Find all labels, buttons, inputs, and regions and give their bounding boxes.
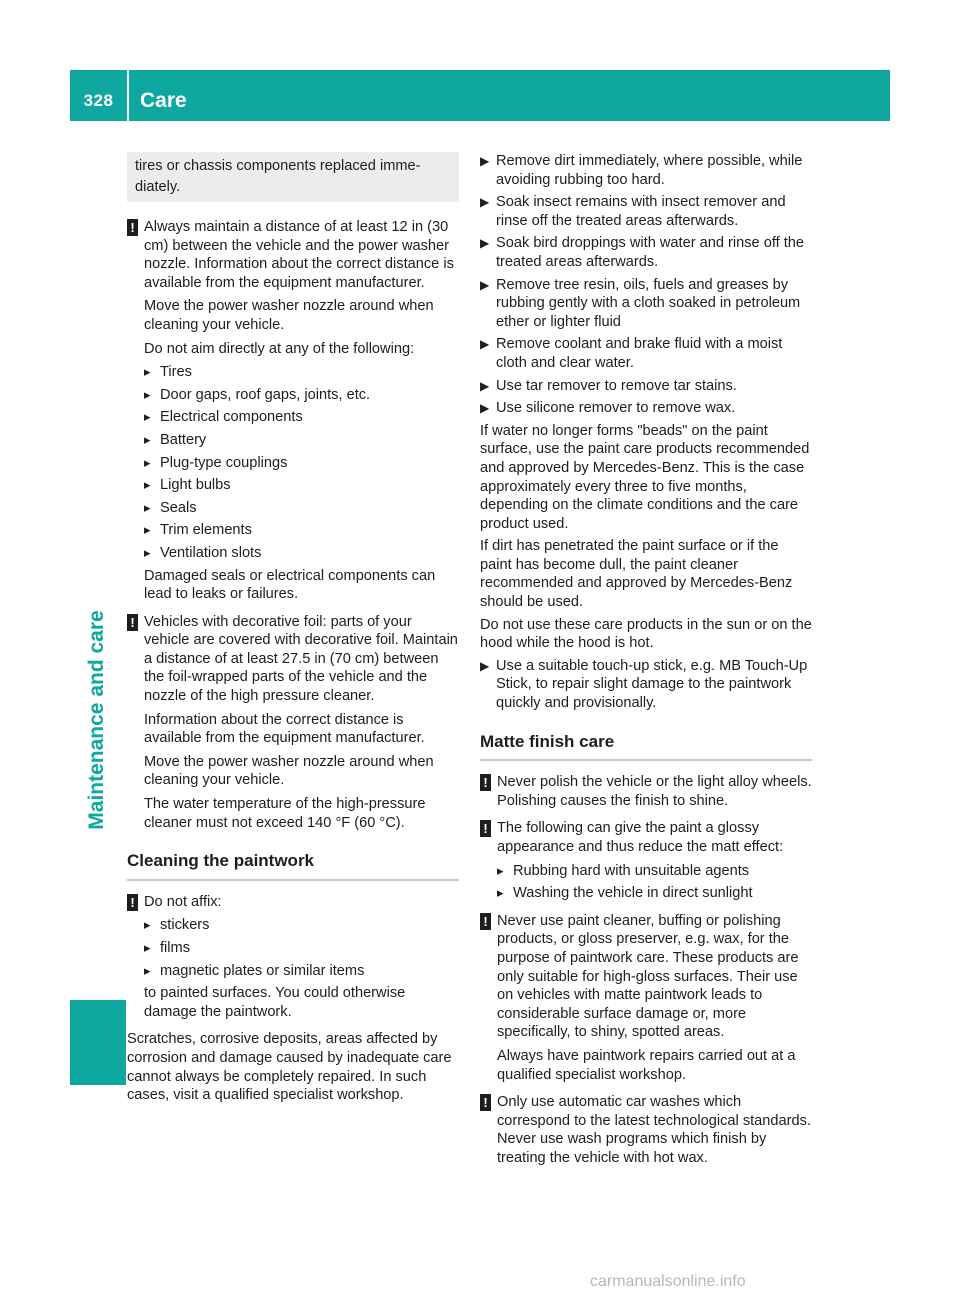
list-item: ▸ stickers <box>160 916 459 935</box>
warning-glossy-appearance <box>480 819 812 902</box>
warning-text: Do not aim directly at any of the following: <box>144 340 415 357</box>
body-paragraph: If water no longer forms "beads" on the paint surface, use the paint care products recommended and approved by Mercedes-Benz. This is the case approximately every three to five months, depending on the climate conditions and the care product used. <box>480 422 810 532</box>
list-item: ▸ Electrical components <box>160 408 459 427</box>
warning-icon: ! <box>480 820 491 837</box>
step-item: ▶ Remove tree resin, oils, fuels and greases by rubbing gently with a cloth soaked in petroleum ether or lighter fluid <box>496 276 812 332</box>
step-list <box>480 657 812 713</box>
warning-text: Never use paint cleaner, buffing or polishing products, or gloss preserver, e.g. wax, for the purpose of paintwork care. These products are only suitable for high-gloss surfaces. Their use on vehicles with matte paintwork leads to considerable surface damage or, more specifically, to shiny, spotted areas. <box>497 912 799 1041</box>
step-item: ▶ Remove dirt immediately, where possible, while avoiding rubbing too hard. <box>496 152 812 189</box>
warning-power-washer <box>127 218 459 604</box>
warning-never-polish <box>480 773 812 810</box>
side-tab-block <box>70 1000 126 1085</box>
step-list <box>480 152 812 418</box>
list-item: ▸ films <box>160 939 459 958</box>
warning-text: Never polish the vehicle or the light alloy wheels. Polishing causes the finish to shine. <box>497 774 812 809</box>
right-column <box>480 152 812 1177</box>
bullet-list <box>497 862 812 903</box>
list-item: ▸ Door gaps, roof gaps, joints, etc. <box>160 386 459 405</box>
warning-text: Do not affix: <box>144 893 222 910</box>
warning-text: Move the power washer nozzle around when cleaning your vehicle. <box>144 753 434 789</box>
warning-car-washes <box>480 1093 812 1167</box>
warning-decorative-foil <box>127 613 459 833</box>
step-item: ▶ Soak insect remains with insect remover and rinse off the treated areas afterwards. <box>496 193 812 230</box>
step-item: ▶ Use tar remover to remove tar stains. <box>496 377 812 396</box>
warning-icon: ! <box>127 614 138 631</box>
list-item: ▸ Battery <box>160 431 459 450</box>
warning-icon: ! <box>480 913 491 930</box>
page-number: 328 <box>83 91 114 110</box>
body-paragraph: If dirt has penetrated the paint surface or if the paint has become dull, the paint cleaner recommended and approved by Mercedes-Benz should be used. <box>480 538 793 611</box>
step-item: ▶ Use silicone remover to remove wax. <box>496 399 812 418</box>
continued-note <box>127 152 459 202</box>
list-item: ▸ Seals <box>160 499 459 518</box>
list-item: ▸ magnetic plates or similar items <box>160 962 459 981</box>
list-item: ▸ Rubbing hard with unsuitable agents <box>513 862 812 881</box>
list-item: ▸ Trim elements <box>160 521 459 540</box>
list-item: ▸ Plug-type couplings <box>160 454 459 473</box>
section-title-cleaning-paintwork: Cleaning the paintwork <box>127 852 459 881</box>
step-item: ▶ Soak bird droppings with water and rinse off the treated areas afterwards. <box>496 234 812 271</box>
warning-text: Always have paintwork repairs carried out at a qualified specialist workshop. <box>497 1047 796 1083</box>
step-item: ▶ Remove coolant and brake fluid with a moist cloth and clear water. <box>496 335 812 372</box>
warning-text: to painted surfaces. You could otherwise damage the paintwork. <box>144 985 406 1020</box>
list-item: ▸ Tires <box>160 363 459 382</box>
warning-text: Information about the correct distance is available from the equipment manufacturer. <box>144 711 425 747</box>
warning-text: The following can give the paint a glossy appearance and thus reduce the matt effect: <box>497 820 784 855</box>
warning-text: Damaged seals or electrical components can lead to leaks or failures. <box>144 567 436 603</box>
warning-icon: ! <box>480 1094 491 1111</box>
header-separator <box>127 70 129 121</box>
header-bar <box>70 70 890 121</box>
footer-watermark: carmanualsonline.info <box>590 1273 746 1290</box>
warning-text: Only use automatic car washes which correspond to the latest technological standards. Never use wash programs which finish by treating the vehicle with hot wax. <box>497 1094 811 1166</box>
warning-text: The water temperature of the high-pressure cleaner must not exceed 140 °F (60 °C). <box>144 796 426 831</box>
list-item: ▸ Light bulbs <box>160 476 459 495</box>
body-paragraph: Scratches, corrosive deposits, areas affected by corrosion and damage caused by inadequate care cannot always be completely repaired. In such cases, visit a qualified specialist workshop. <box>127 1031 452 1104</box>
list-item: ▸ Washing the vehicle in direct sunlight <box>513 884 812 903</box>
warning-paint-cleaner <box>480 912 812 1084</box>
chapter-title: Care <box>140 89 187 112</box>
warning-icon: ! <box>480 774 491 791</box>
warning-do-not-affix <box>127 893 459 1022</box>
side-section-label: Maintenance and care <box>85 610 108 830</box>
warning-text: Vehicles with decorative foil: parts of your vehicle are covered with decorative foil. Maintain a distance of at least 27.5 in (70 cm) between the foil-wrapped parts of the vehicle and the nozzle of the high pressure cleaner. <box>144 613 458 705</box>
bullet-list <box>144 916 459 980</box>
left-column <box>127 152 459 1109</box>
warning-text: Move the power washer nozzle around when cleaning your vehicle. <box>144 298 434 333</box>
body-paragraph: Do not use these care products in the sun or on the hood while the hood is hot. <box>480 616 812 652</box>
bullet-list <box>144 363 459 562</box>
step-item: ▶ Use a suitable touch-up stick, e.g. MB Touch-Up Stick, to repair slight damage to the paintwork quickly and provisionally. <box>496 657 812 713</box>
warning-icon: ! <box>127 219 138 236</box>
continued-note-text: tires or chassis components replaced imme- diately. <box>135 158 421 195</box>
warning-text: Always maintain a distance of at least 12 in (30 cm) between the vehicle and the power washer nozzle. Information about the correct distance is available from the equipment manufacturer. <box>144 219 454 291</box>
list-item: ▸ Ventilation slots <box>160 544 459 563</box>
section-title-matte-finish: Matte finish care <box>480 733 812 762</box>
warning-icon: ! <box>127 894 138 911</box>
